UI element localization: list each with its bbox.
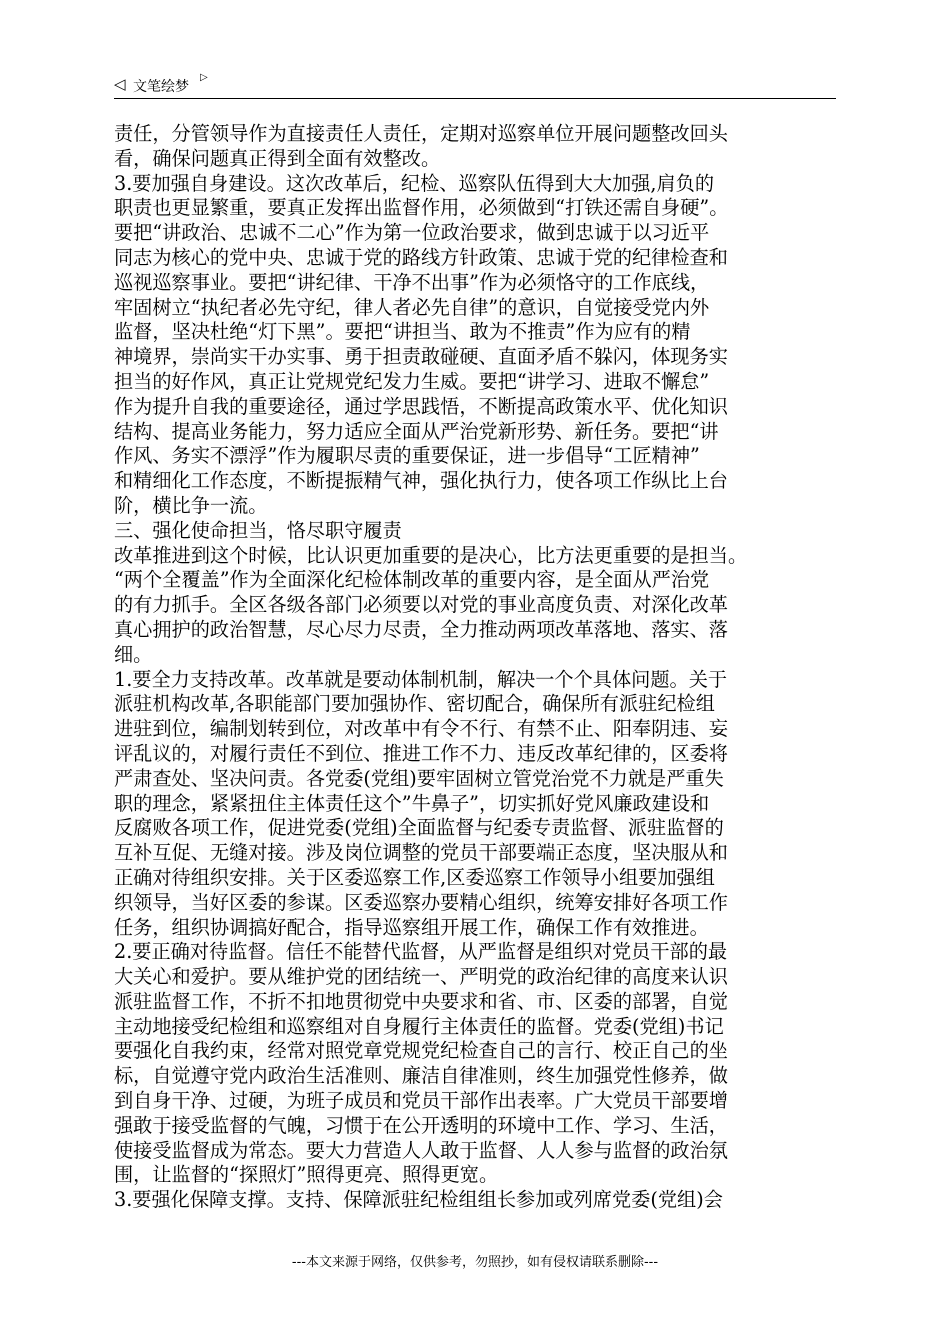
- text-line: 严肃查处、坚决问责。各党委(党组)要牢固树立管党治党不力就是严重失: [114, 766, 724, 790]
- text-line: 3.要强化保障支撑。支持、保障派驻纪检组组长参加或列席党委(党组)会: [114, 1188, 723, 1212]
- text-line: 结构、提高业务能力，努力适应全面从严治党新形势、新任务。要把“讲: [114, 419, 719, 443]
- text-line: 互补互促、无缝对接。涉及岗位调整的党员干部要端正态度，坚决服从和: [114, 841, 728, 865]
- text-line: 责任，分管领导作为直接责任人责任，定期对巡察单位开展问题整改回头: [114, 122, 728, 145]
- text-line: 围，让监督的“探照灯”照得更亮、照得更宽。: [114, 1163, 499, 1187]
- text-line: 进驻到位，编制划转到位，对改革中有令不行、有禁不止、阳奉阴违、妄: [114, 717, 728, 741]
- text-line: 标，自觉遵守党内政治生活准则、廉洁自律准则，终生加强党性修养，做: [114, 1064, 728, 1088]
- text-line: 要强化自我约束，经常对照党章党规党纪检查自己的言行、校正自己的坐: [114, 1039, 728, 1063]
- text-line: 作风、务实不漂浮”作为履职尽责的重要保证，进一步倡导“工匠精神”: [114, 444, 700, 468]
- text-line: 细。: [114, 642, 153, 666]
- text-line: 的有力抓手。全区各级各部门必须要以对党的事业高度负责、对深化改革: [114, 593, 728, 617]
- text-line: 职的理念，紧紧扭住主体责任这个”牛鼻子”，切实抓好党风廉政建设和: [114, 791, 710, 815]
- text-line: 到自身干净、过硬，为班子成员和党员干部作出表率。广大党员干部要增: [114, 1089, 728, 1113]
- text-line: 担当的好作风，真正让党规党纪发力生威。要把“讲学习、进取不懈怠”: [114, 369, 710, 393]
- text-line: 反腐败各项工作，促进党委(党组)全面监督与纪委专责监督、派驻监督的: [114, 816, 724, 840]
- left-triangle-icon: ◁: [114, 75, 126, 93]
- text-line: 任务，组织协调搞好配合，指导巡察组开展工作，确保工作有效推进。: [114, 915, 709, 939]
- text-line: 同志为核心的党中央、忠诚于党的路线方针政策、忠诚于党的纪律检查和: [114, 245, 728, 269]
- brand-name: 文笔绘梦: [133, 79, 189, 95]
- text-line: 神境界，崇尚实干办实事、勇于担责敢碰硬、直面矛盾不躲闪，体现务实: [114, 345, 728, 369]
- text-line: 巡视巡察事业。要把“讲纪律、干净不出事”作为必须恪守的工作底线，: [114, 270, 710, 294]
- text-line: 织领导，当好区委的参谋。区委巡察办要精心组织，统筹安排好各项工作: [114, 890, 728, 914]
- text-line: “两个全覆盖”作为全面深化纪检体制改革的重要内容，是全面从严治党: [114, 568, 710, 592]
- text-line: 改革推进到这个时候，比认识更加重要的是决心，比方法更重要的是担当。: [114, 543, 748, 567]
- text-line: 和精细化工作态度，不断提振精气神，强化执行力，使各项工作纵比上台: [114, 469, 728, 493]
- text-line: 评乱议的，对履行责任不到位、推进工作不力、违反改革纪律的，区委将: [114, 741, 728, 765]
- text-line: 牢固树立“执纪者必先守纪，律人者必先自律”的意识，自觉接受党内外: [114, 295, 710, 319]
- text-line: 使接受监督成为常态。要大力营造人人敢于监督、人人参与监督的政治氛: [114, 1138, 728, 1162]
- text-line: 看，确保问题真正得到全面有效整改。: [114, 146, 441, 170]
- text-line: 要把“讲政治、忠诚不二心”作为第一位政治要求，做到忠诚于以习近平: [114, 221, 710, 245]
- text-line: 强敢于接受监督的气魄，习惯于在公开透明的环境中工作、学习、生活，: [114, 1113, 728, 1137]
- text-line: 监督，坚决杜绝“灯下黑”。要把“讲担当、敢为不推责”作为应有的精: [114, 320, 691, 344]
- text-line: 正确对待组织安排。关于区委巡察工作,区委巡察工作领导小组要加强组: [114, 865, 715, 889]
- text-line: 3.要加强自身建设。这次改革后，纪检、巡察队伍得到大大加强,肩负的: [114, 171, 715, 195]
- text-line: 1.要全力支持改革。改革就是要动体制机制，解决一个个具体问题。关于: [114, 667, 728, 691]
- text-line: 作为提升自我的重要途径，通过学思践悟，不断提高政策水平、优化知识: [114, 394, 728, 418]
- text-line: 大关心和爱护。要从维护党的团结统一、严明党的政治纪律的高度来认识: [114, 965, 728, 989]
- text-line: 2.要正确对待监督。信任不能替代监督，从严监督是组织对党员干部的最: [114, 940, 728, 964]
- right-triangle-icon: ▷: [200, 72, 208, 83]
- page-footer: ---本文来源于网络，仅供参考，勿照抄，如有侵权请联系删除---: [291, 1255, 659, 1270]
- text-line: 真心拥护的政治智慧，尽心尽力尽责，全力推动两项改革落地、落实、落: [114, 617, 728, 641]
- text-line: 职责也更显繁重，要真正发挥出监督作用，必须做到“打铁还需自身硬”。: [114, 196, 729, 220]
- text-line: 阶，横比争一流。: [114, 493, 268, 517]
- text-line: 三、强化使命担当，恪尽职守履责: [114, 518, 402, 542]
- document-body: [114, 122, 844, 1213]
- text-line: 主动地接受纪检组和巡察组对自身履行主体责任的监督。党委(党组)书记: [114, 1014, 724, 1038]
- text-line: 派驻机构改革,各职能部门要加强协作、密切配合，确保所有派驻纪检组: [114, 692, 715, 716]
- page-header: [114, 74, 836, 99]
- text-line: 派驻监督工作，不折不扣地贯彻党中央要求和省、市、区委的部署，自觉: [114, 989, 728, 1013]
